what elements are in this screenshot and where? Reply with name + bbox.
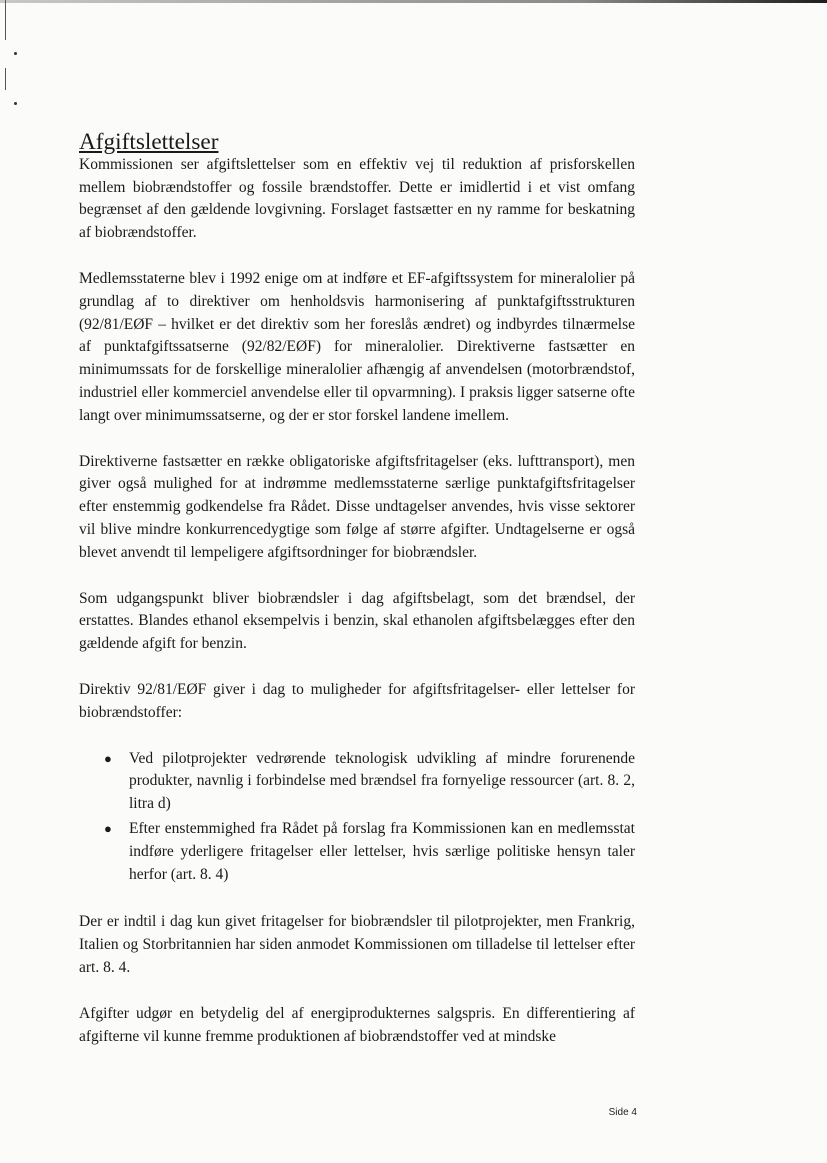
options-bullet-list xyxy=(79,748,635,887)
document-body xyxy=(79,131,635,1048)
scan-edge-left-lower xyxy=(5,68,6,90)
bullet-icon: ● xyxy=(104,820,112,836)
scan-speck xyxy=(14,102,17,105)
paragraph-intro: Kommissionen ser afgiftslettelser som en effektiv vej til reduktion af prisforskellen mellem biobrændstoffer og fossile brændstoffer. Dette er imidlertid i et vist omfang begrænset af den gældende lovgivning. Forslaget fastsætter en ny ramme for beskatning af biobrændstoffer. xyxy=(79,155,635,242)
paragraph-tax-share: Afgifter udgør en betydelig del af energiprodukternes salgspris. En differentiering af afgifterne vil kunne fremme produktionen af biobrændstoffer ved at mindske xyxy=(79,1004,635,1045)
scan-speck xyxy=(14,52,17,55)
paragraph-exemptions: Direktiverne fastsætter en række obligatoriske afgiftsfritagelser (eks. lufttransport), men giver også mulighed for at indrømme medlemsstaterne særlige punktafgiftsfritagelser efter enstemmig godkendelse fra Rådet. Disse undtagelser anvendes, hvis visse sektorer vil blive mindre konkurrencedygtige som følge af større afgifter. Undtagelserne er også blevet anvendt til lempeligere afgiftsordninger for biobrændsler. xyxy=(79,452,635,561)
scan-edge-top xyxy=(0,0,827,3)
list-item-text: Ved pilotprojekter vedrørende teknologisk udvikling af mindre forurenende produkter, navnlig i forbindelse med brændsel fra fornyelige ressourcer (art. 8. 2, litra d) xyxy=(129,749,635,813)
page-number: Side 4 xyxy=(608,1107,637,1118)
paragraph-granted-exemptions: Der er indtil i dag kun givet fritagelser for biobrændsler til pilotprojekter, men Frankrig, Italien og Storbritannien har siden anmodet Kommissionen om tilladelse til lettelser efter art. 8. 4. xyxy=(79,913,635,976)
bullet-icon: ● xyxy=(104,750,112,766)
list-item-text: Efter enstemmighed fra Rådet på forslag fra Kommissionen kan en medlemsstat indføre yderligere fritagelser eller lettelser, hvis særlige politiske hensyn taler herfor (art. 8. 4) xyxy=(129,819,635,883)
section-heading: Afgiftslettelser xyxy=(79,129,219,155)
scan-edge-left-upper xyxy=(5,0,6,40)
paragraph-eu-tax-system: Medlemsstaterne blev i 1992 enige om at indføre et EF-afgiftssystem for mineralolier på grundlag af to direktiver om henholdsvis harmonisering af punktafgiftsstrukturen (92/81/EØF – hvilket er det direktiv som her foreslås ændret) og indbyrdes tilnærmelse af punktafgiftssatserne (92/82/EØF) for mineralolier. Direktiverne fastsætter en minimumssats for de forskellige mineralolier afhængig af anvendelsen (motorbrændstof, industriel eller kommerciel anvendelse eller til opvarmning). I praksis ligger satserne ofte langt over minimumssatserne, og der er stor forskel landene imellem. xyxy=(79,269,635,424)
paragraph-directive-options: Direktiv 92/81/EØF giver i dag to muligheder for afgiftsfritagelser- eller lettelser for biobrændstoffer: xyxy=(79,680,635,721)
list-item xyxy=(104,748,635,816)
paragraph-starting-point: Som udgangspunkt bliver biobrændsler i dag afgiftsbelagt, som det brændsel, der erstattes. Blandes ethanol eksempelvis i benzin, skal ethanolen afgiftsbelægges efter den gældende afgift for benzin. xyxy=(79,589,635,653)
list-item xyxy=(104,818,635,886)
